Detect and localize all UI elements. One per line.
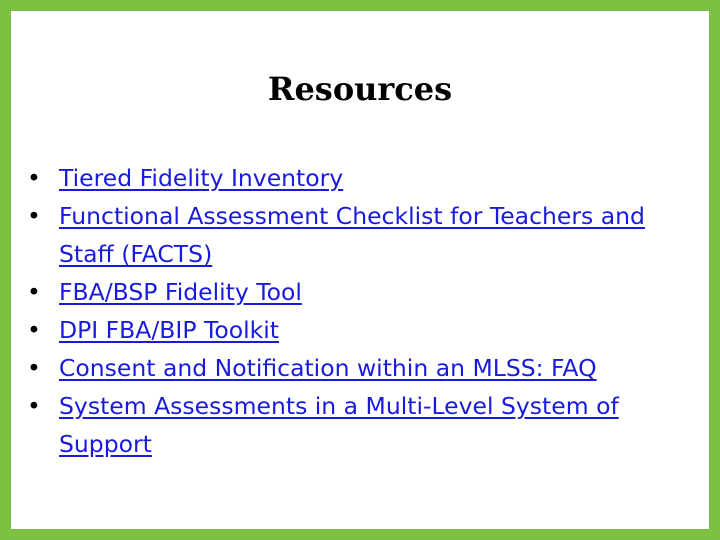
resource-link-fba-bsp-fidelity-tool[interactable]: FBA/BSP Fidelity Tool: [59, 278, 302, 306]
resource-link-system-assessments-mlss[interactable]: System Assessments in a Multi-Level System of Support: [59, 392, 619, 458]
bullet-icon: •: [27, 164, 41, 192]
slide-title: Resources: [267, 70, 453, 108]
bullet-icon: •: [27, 392, 41, 420]
list-item: [27, 197, 687, 273]
bullet-icon: •: [27, 202, 41, 230]
list-item: [27, 311, 687, 349]
resource-link-dpi-fba-bip-toolkit[interactable]: DPI FBA/BIP Toolkit: [59, 316, 279, 344]
bullet-icon: •: [27, 354, 41, 382]
bullet-icon: •: [27, 278, 41, 306]
list-item: [27, 387, 687, 463]
resource-link-tiered-fidelity-inventory[interactable]: Tiered Fidelity Inventory: [59, 164, 344, 192]
list-item: [27, 273, 687, 311]
resource-list: [27, 159, 687, 463]
resource-link-consent-notification-faq[interactable]: Consent and Notification within an MLSS: FAQ: [59, 354, 597, 382]
list-item: [27, 349, 687, 387]
list-item: [27, 159, 687, 197]
resource-link-facts[interactable]: Functional Assessment Checklist for Teachers and Staff (FACTS): [59, 202, 645, 268]
bullet-icon: •: [27, 316, 41, 344]
